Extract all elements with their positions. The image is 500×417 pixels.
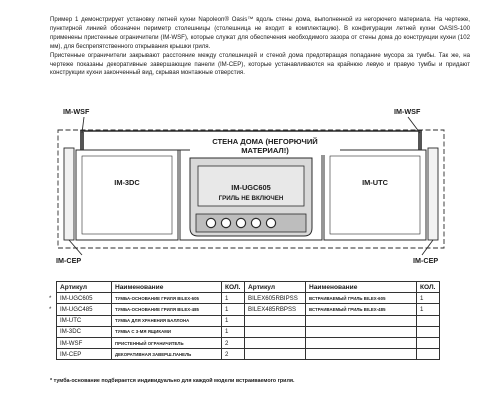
cell-qty: 2 <box>222 349 245 360</box>
parts-table <box>56 281 440 360</box>
cell-name: ТУМБА С 3-МЯ ЯЩИКАМИ <box>112 326 222 337</box>
cell-name-2 <box>306 337 417 348</box>
table-row <box>57 349 440 360</box>
cell-name-2 <box>306 326 417 337</box>
col-header-sku-2: Артикул <box>245 282 306 293</box>
cell-name: ДЕКОРАТИВНАЯ ЗАВЕРШ.ПАНЕЛЬ <box>112 349 222 360</box>
col-header-sku: Артикул <box>57 282 112 293</box>
cell-qty: 1 <box>222 304 245 315</box>
cell-sku-2 <box>245 326 306 337</box>
grill-knob <box>236 218 245 227</box>
table-header-row <box>57 282 440 293</box>
label-cabinet-right: IM-UTC <box>362 178 388 187</box>
cell-qty-2 <box>417 337 440 348</box>
row-star-marker: * <box>49 307 52 313</box>
grill-knob <box>266 218 275 227</box>
label-grill <box>206 183 296 202</box>
row-star-marker: * <box>49 296 52 302</box>
cell-name-2 <box>306 315 417 326</box>
wall-spacer-right <box>418 131 422 150</box>
leader-cep-left <box>69 240 82 255</box>
cell-name-2: ВСТРАИВАЕМЫЙ ГРИЛЬ BILEX-485 <box>306 304 417 315</box>
cell-sku-2 <box>245 315 306 326</box>
cell-sku-2: BILEX485RBPSS <box>245 304 306 315</box>
grill-not-included-label: ГРИЛЬ НЕ ВКЛЮЧЕН <box>218 195 284 202</box>
cell-qty-2 <box>417 315 440 326</box>
table-row <box>57 315 440 326</box>
table-row <box>57 304 440 315</box>
col-header-name-2: Наименование <box>306 282 417 293</box>
cell-name: ТУМБА ДЛЯ ХРАНЕНИЯ БАЛЛОНА <box>112 315 222 326</box>
cell-qty-2 <box>417 326 440 337</box>
cell-qty-2: 1 <box>417 304 440 315</box>
grill-knob <box>206 218 215 227</box>
label-wsf-left: IM-WSF <box>63 107 90 116</box>
cell-name: ТУМБА-ОСНОВАНИЕ ГРИЛЯ BILEX-485 <box>112 304 222 315</box>
footnote: * тумба-основание подбирается индивидуально для каждой модели встраиваемого гриля. <box>50 378 295 384</box>
cell-name-2 <box>306 349 417 360</box>
cabinet-left <box>76 150 178 240</box>
cell-sku: IM-UTC <box>57 315 112 326</box>
cell-qty-2: 1 <box>417 293 440 304</box>
label-cep-left: IM-CEP <box>56 256 82 265</box>
cell-sku: IM-3DC <box>57 326 112 337</box>
leader-cep-right <box>422 240 433 255</box>
label-wsf-right: IM-WSF <box>394 107 421 116</box>
cell-sku: IM-WSF <box>57 337 112 348</box>
cell-sku: IM-CEP <box>57 349 112 360</box>
col-header-qty: КОЛ. <box>222 282 245 293</box>
cell-name: ТУМБА-ОСНОВАНИЕ ГРИЛЯ BILEX-605 <box>112 293 222 304</box>
table-row <box>57 337 440 348</box>
end-panel-left <box>64 148 74 240</box>
cell-qty: 1 <box>222 315 245 326</box>
cell-sku: IM-UGC605 <box>57 293 112 304</box>
label-cep-right: IM-CEP <box>413 256 439 265</box>
col-header-name: Наименование <box>112 282 222 293</box>
cell-sku: IM-UGC485 <box>57 304 112 315</box>
grill-knob <box>251 218 260 227</box>
table-row <box>57 293 440 304</box>
cell-qty-2 <box>417 349 440 360</box>
col-header-qty-2: КОЛ. <box>417 282 440 293</box>
cell-sku-2: BILEX605RBIPSS <box>245 293 306 304</box>
label-cabinet-left: IM-3DC <box>114 178 140 187</box>
cell-sku-2 <box>245 349 306 360</box>
grill-knob <box>221 218 230 227</box>
intro-paragraph-1: Пример 1 демонстрирует установку летней кухни Napoleon® Oasis™ вдоль стены дома, выполненной из негорючего материала. На чертеже, пунктирной линией обозначен периметр столешницы (столешница не входит в комплектацию). В конфигурации летней кухни OASIS-100 применены пристенные ограничители (IM-WSF), которые служат для обеспечения необходимого зазора от стены дома до конструкции кухни (102 мм), для беспрепятственного открывания крышки гриля. <box>50 16 470 50</box>
cell-sku-2 <box>245 337 306 348</box>
grill-model-label: IM-UGC605 <box>231 183 271 192</box>
cell-name: ПРИСТЕННЫЙ ОГРАНИЧИТЕЛЬ <box>112 337 222 348</box>
cell-qty: 1 <box>222 293 245 304</box>
cell-name-2: ВСТРАИВАЕМЫЙ ГРИЛЬ BILEX-605 <box>306 293 417 304</box>
wall-spacer-left <box>80 131 84 150</box>
intro-paragraph-2: Пристенные ограничители закрывают расстояние между столешницей и стеной дома предотвращая попадание мусора за тумбы. Так же, на чертеже показаны декоративные завершающие панели (IM-CEP), которые устанавливаются на крайнюю левую и правую тумбы и придают конструкции кухни законченный вид, скрывая монтажные отверстия. <box>50 51 470 77</box>
cell-qty: 2 <box>222 337 245 348</box>
table-row <box>57 326 440 337</box>
house-wall-label: СТЕНА ДОМА (НЕГОРЮЧИЙ МАТЕРИАЛ!) <box>190 137 340 155</box>
cabinet-right <box>324 150 426 240</box>
cell-qty: 1 <box>222 326 245 337</box>
end-panel-right <box>428 148 438 240</box>
